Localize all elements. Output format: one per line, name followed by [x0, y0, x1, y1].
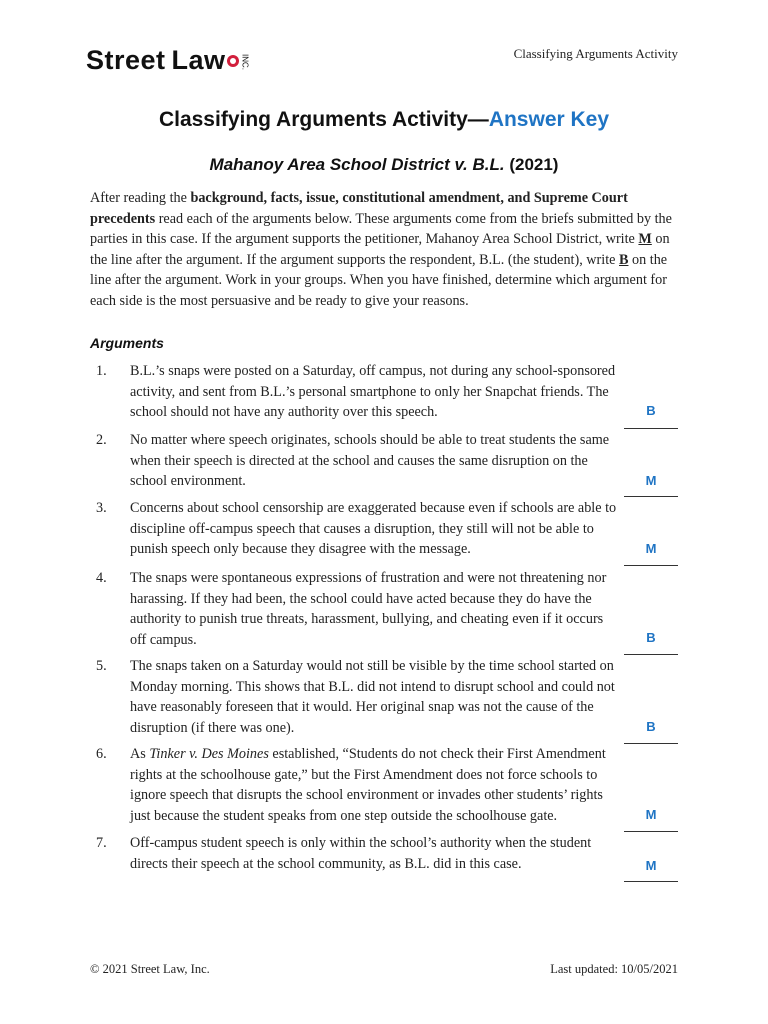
- answer-value: B: [646, 719, 656, 734]
- argument-number: 4.: [96, 570, 107, 586]
- answer-value: M: [645, 473, 657, 488]
- arguments-heading: Arguments: [90, 335, 164, 351]
- header-doc-label: Classifying Arguments Activity: [513, 46, 678, 61]
- answer-value: M: [645, 858, 657, 873]
- argument-text: [130, 744, 618, 826]
- argument-text: The snaps were spontaneous expressions of frustration and were not threatening nor harassing. If they had been, the school could have acted because they do have the authority to punish true threats, harassment, bullying, and cheating even if it occurs off campus.: [130, 570, 607, 648]
- instructions-paragraph: [90, 188, 678, 311]
- argument-text: No matter where speech originates, schools should be able to treat students the same when their speech is directed at the school and causes the same disruption on the school environment.: [130, 432, 610, 489]
- argument-item: [90, 744, 678, 834]
- argument-item: [90, 568, 678, 658]
- intro-text-4: on the line after the argument. Work in your groups. When you have finished, determine which argument for each side is the most persuasive and be ready to give your reasons.: [90, 251, 668, 309]
- page-title: [0, 108, 768, 132]
- argument-text: Concerns about school censorship are exaggerated because even if schools are able to discipline off-campus speech that causes a disruption, they still will not be able to punish speech only because they disagree with the message.: [130, 500, 617, 557]
- argument-number: 3.: [96, 500, 107, 516]
- page-header: [86, 38, 678, 78]
- argument-item: [90, 498, 678, 568]
- argument-item: [90, 656, 678, 746]
- answer-value: B: [646, 630, 656, 645]
- street-law-logo: [86, 40, 250, 76]
- intro-letter-m: M: [638, 231, 652, 247]
- answer-value: B: [646, 403, 656, 418]
- argument-item: [90, 430, 678, 500]
- argument-text: Off-campus student speech is only within the school’s authority when the student directs their speech at the school community, as B.L. did in this case.: [130, 835, 592, 872]
- answer-value: M: [645, 541, 657, 556]
- argument-text-post: established, “Students do not check their First Amendment rights at the schoolhouse gate,” but the First Amendment does not force schools to ignore speech that disrupts the school environment or invades other students’ rights just because the student speaks from one step outside the schoolhouse gate.: [130, 746, 606, 824]
- intro-text-3: on the line after the argument. If the argument supports the respondent, B.L. (the student), write: [90, 231, 670, 268]
- argument-text: B.L.’s snaps were posted on a Saturday, off campus, not during any school-sponsored activity, and sent from B.L.’s personal smartphone to only her Snapchat friends. The school should not have any authority over this speech.: [130, 363, 616, 420]
- footer-copyright: © 2021 Street Law, Inc.: [90, 962, 210, 976]
- intro-bold-topics: background, facts, issue, constitutional amendment, and Supreme Court precedents: [90, 190, 628, 227]
- answer-line: [624, 654, 678, 655]
- argument-text-pre: As: [130, 746, 150, 762]
- argument-number: 6.: [96, 746, 107, 762]
- intro-text-1: After reading the: [90, 190, 191, 206]
- title-answer-key: Answer Key: [488, 108, 610, 131]
- intro-letter-b: B: [619, 251, 629, 268]
- argument-item: [90, 361, 678, 431]
- case-name: Mahanoy Area School District v. B.L.: [209, 155, 505, 174]
- argument-number: 5.: [96, 658, 107, 674]
- title-main: Classifying Arguments Activity—: [158, 108, 489, 131]
- logo-mark-icon: [227, 55, 239, 67]
- argument-number: 1.: [96, 363, 107, 379]
- answer-value: M: [645, 807, 657, 822]
- argument-number: 2.: [96, 432, 107, 448]
- argument-item: [90, 833, 678, 885]
- logo-inc-text: INC.: [240, 54, 250, 70]
- intro-text-2: read each of the arguments below. These arguments come from the briefs submitted by the parties in this case. If the argument supports the petitioner, Mahanoy Area School District, write: [90, 210, 672, 247]
- case-subtitle: [0, 155, 768, 175]
- argument-text: The snaps taken on a Saturday would not still be visible by the time school started on Monday morning. This shows that B.L. did not intend to disrupt school and could not have reasonably foreseen that it would. Her original snap was not the cause of the disruption (if there was one).: [130, 658, 615, 736]
- answer-line: [624, 565, 678, 566]
- footer-last-updated: Last updated: 10/05/2021: [550, 962, 678, 976]
- answer-line: [624, 496, 678, 497]
- answer-line: [624, 881, 678, 882]
- answer-line: [624, 831, 678, 832]
- logo-law-text: Law: [171, 45, 226, 75]
- logo-street-text: Street: [86, 45, 166, 75]
- case-citation: Tinker v. Des Moines: [149, 746, 269, 762]
- case-year: (2021): [509, 155, 559, 174]
- argument-number: 7.: [96, 835, 107, 851]
- answer-line: [624, 428, 678, 429]
